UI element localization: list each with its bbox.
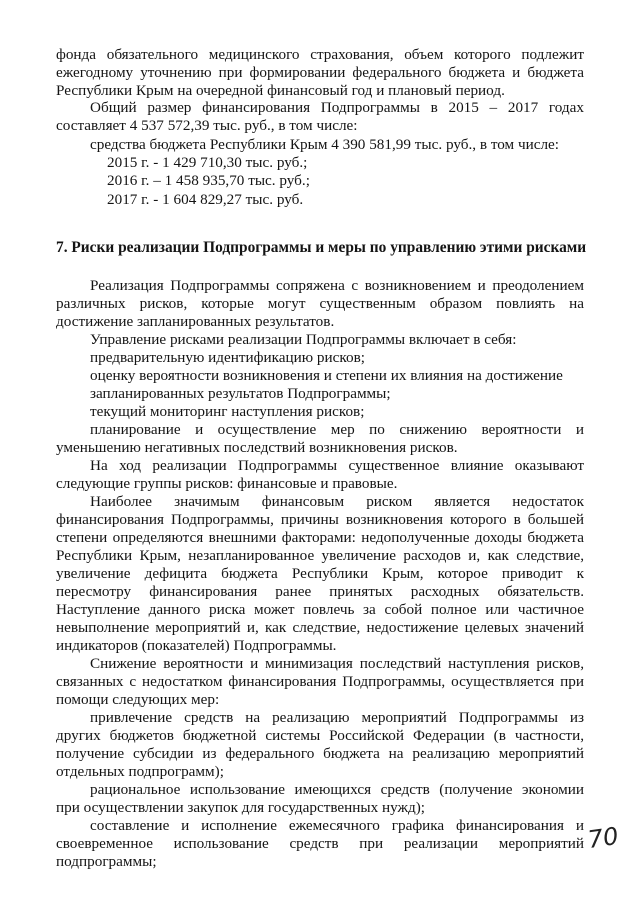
text-line: достижение запланированных результатов. bbox=[56, 313, 335, 330]
text-line: следующие группы рисков: финансовые и правовые. bbox=[56, 475, 398, 492]
list-item: предварительную идентификацию рисков; bbox=[90, 349, 365, 366]
text-line: увеличение дефицита бюджета Республики Крым, которое приводит к bbox=[56, 565, 584, 582]
text-line: при осуществлении закупок для государственных нужд); bbox=[56, 799, 426, 816]
text-line: своевременное использование средств при реализации мероприятий bbox=[56, 835, 584, 852]
text-line: фонда обязательного медицинского страхования, объем которого подлежит bbox=[56, 46, 584, 63]
list-item: текущий мониторинг наступления рисков; bbox=[90, 403, 365, 420]
text-line: получение субсидии из федерального бюджета на реализацию мероприятий bbox=[56, 745, 584, 762]
list-item: привлечение средств на реализацию мероприятий Подпрограммы из bbox=[90, 709, 584, 726]
text-line: ежегодному уточнению при формировании федерального бюджета и бюджета bbox=[56, 64, 584, 81]
list-item: планирование и осуществление мер по снижению вероятности и bbox=[90, 421, 584, 438]
text-line: Реализация Подпрограммы сопряжена с возникновением и преодолением bbox=[90, 277, 584, 294]
text-line: Общий размер финансирования Подпрограммы в 2015 – 2017 годах bbox=[90, 99, 584, 116]
text-line: Управление рисками реализации Подпрограммы включает в себя: bbox=[90, 331, 517, 348]
text-line: 2016 г. – 1 458 935,70 тыс. руб.; bbox=[107, 172, 310, 189]
text-line: индикаторов (показателей) Подпрограммы. bbox=[56, 637, 337, 654]
section-heading: 7. Риски реализации Подпрограммы и меры по управлению этими рисками bbox=[56, 239, 587, 256]
text-line: средства бюджета Республики Крым 4 390 581,99 тыс. руб., в том числе: bbox=[90, 136, 560, 153]
text-line: отдельных подпрограмм); bbox=[56, 763, 224, 780]
text-line: уменьшению негативных последствий возникновения рисков. bbox=[56, 439, 458, 456]
text-line: связанных с недостатком финансирования Подпрограммы, осуществляется при bbox=[56, 673, 584, 690]
text-line: невыполнение мероприятий и, как следствие, недостижение целевых значений bbox=[56, 619, 584, 636]
text-line: помощи следующих мер: bbox=[56, 691, 220, 708]
text-line: финансирования Подпрограммы, причины возникновения которого в большей bbox=[56, 511, 584, 528]
text-line: различных рисков, которые могут существенным образом повлиять на bbox=[56, 295, 584, 312]
handwritten-page-number: 70 bbox=[586, 822, 621, 854]
text-line: пересмотру финансирования ранее принятых расходных обязательств. bbox=[56, 583, 584, 600]
text-line: составляет 4 537 572,39 тыс. руб., в том числе: bbox=[56, 117, 358, 134]
text-line: 2015 г. - 1 429 710,30 тыс. руб.; bbox=[107, 154, 308, 171]
text-line: Наступление данного риска может повлечь за собой полное или частичное bbox=[56, 601, 584, 618]
text-line: других бюджетов бюджетной системы Российской Федерации (в частности, bbox=[56, 727, 584, 744]
text-line: На ход реализации Подпрограммы существенное влияние оказывают bbox=[90, 457, 584, 474]
text-line: Снижение вероятности и минимизация последствий наступления рисков, bbox=[90, 655, 584, 672]
text-line: Республики Крым, незапланированное увеличение расходов и, как следствие, bbox=[56, 547, 584, 564]
list-item: рациональное использование имеющихся средств (получение экономии bbox=[90, 781, 584, 798]
list-item: составление и исполнение ежемесячного графика финансирования и bbox=[90, 817, 584, 834]
text-line: 2017 г. - 1 604 829,27 тыс. руб. bbox=[107, 191, 304, 208]
text-line: степени определяются внешними факторами: недополученные доходы бюджета bbox=[56, 529, 584, 546]
text-line: подпрограммы; bbox=[56, 853, 157, 870]
text-line: запланированных результатов Подпрограммы; bbox=[90, 385, 391, 402]
list-item: оценку вероятности возникновения и степени их влияния на достижение bbox=[90, 367, 563, 384]
text-line: Республики Крым на очередной финансовый год и плановый период. bbox=[56, 82, 505, 99]
text-line: Наиболее значимым финансовым риском является недостаток bbox=[90, 493, 584, 510]
